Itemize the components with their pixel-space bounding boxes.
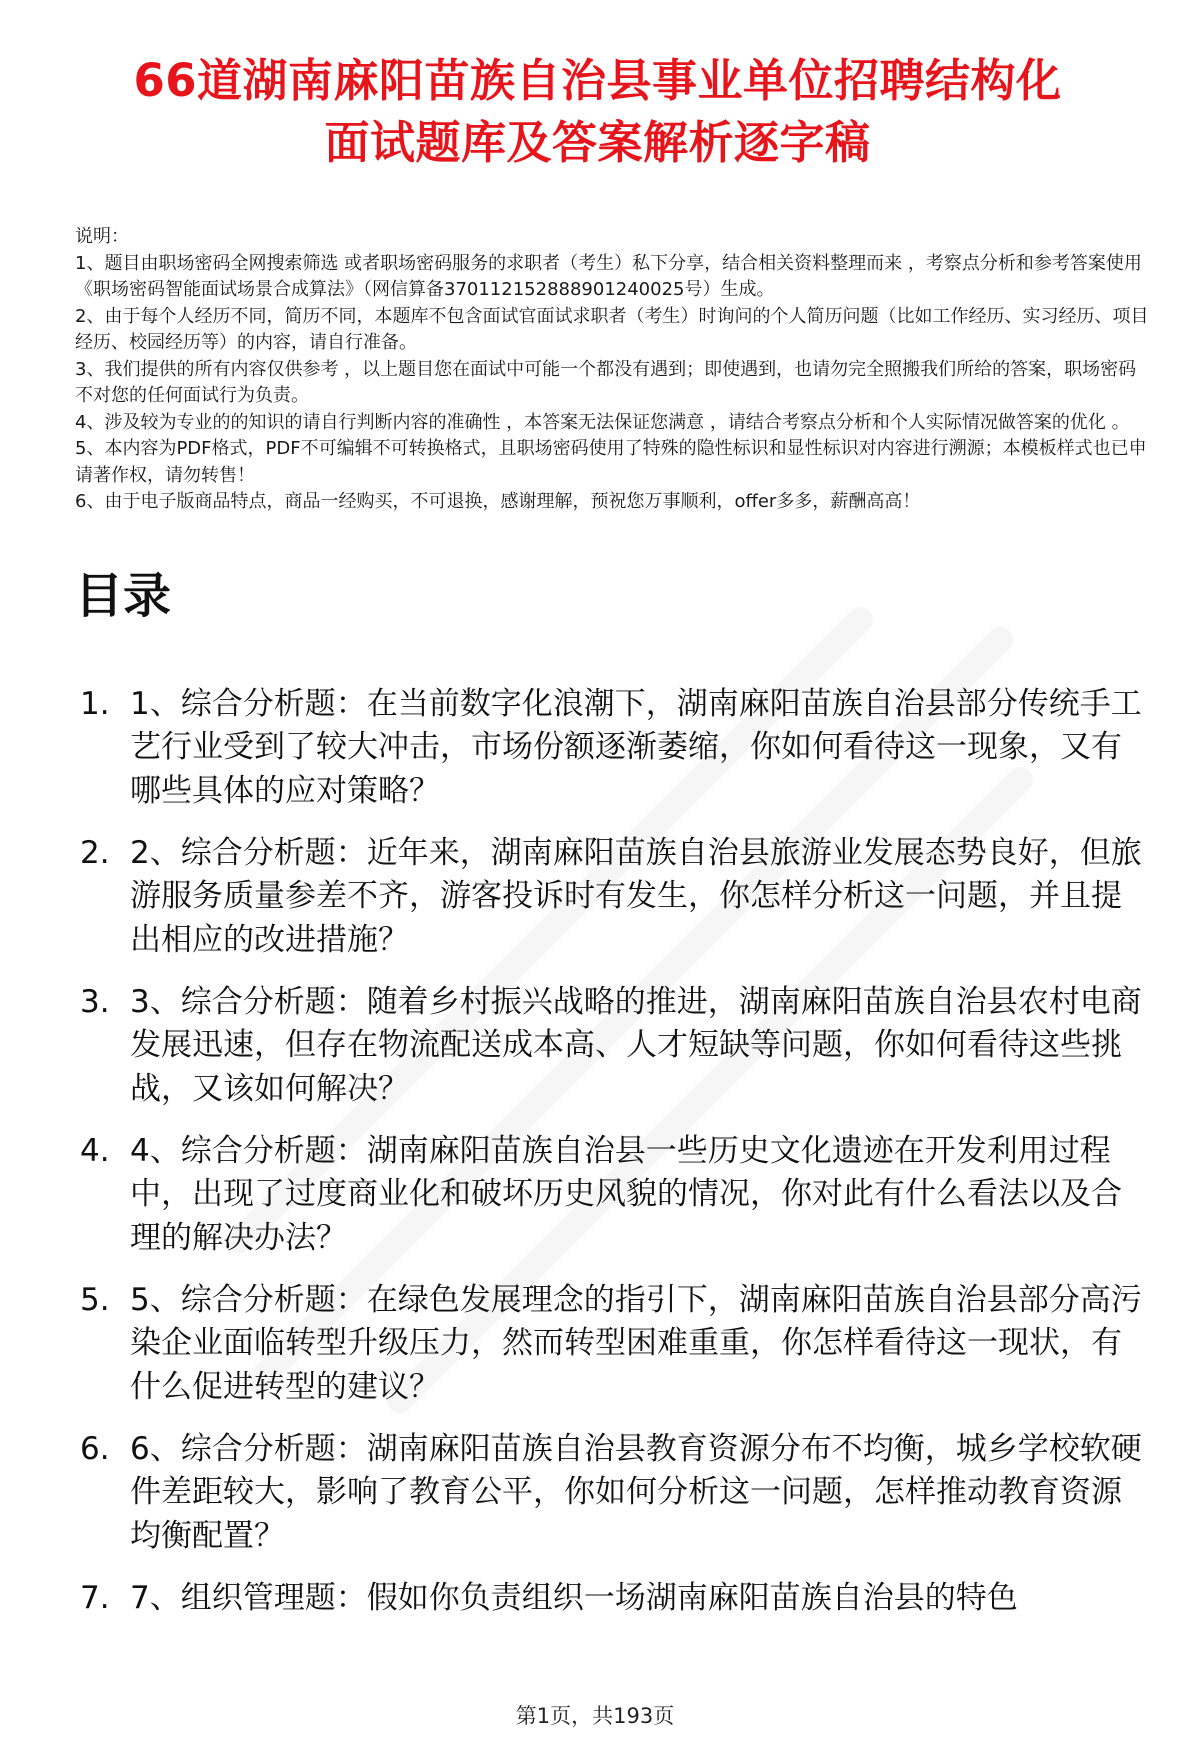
- toc-item[interactable]: [75, 1279, 1150, 1410]
- toc-item-text: 4、综合分析题：湖南麻阳苗族自治县一些历史文化遗迹在开发利用过程中，出现了过度商业化和破坏历史风貌的情况，你对此有什么看法以及合理的解决办法？: [130, 1132, 1122, 1256]
- intro-item: 2、由于每个人经历不同，简历不同，本题库不包含面试官面试求职者（考生）时询问的个人简历问题（比如工作经历、实习经历、项目经历、校园经历等）的内容，请自行准备。: [75, 305, 1149, 353]
- intro-item: 5、本内容为PDF格式，PDF不可编辑不可转换格式，且职场密码使用了特殊的隐性标识和显性标识对内容进行溯源；本模板样式也已申请著作权，请勿转售！: [75, 438, 1147, 486]
- toc-item-number: 4.: [80, 1132, 110, 1169]
- page-number-label: 第1页，共193页: [515, 1704, 675, 1728]
- toc-item[interactable]: [75, 1428, 1150, 1559]
- intro-notes: [75, 224, 1150, 516]
- toc-item-text: 5、综合分析题：在绿色发展理念的指引下，湖南麻阳苗族自治县部分高污染企业面临转型升级压力，然而转型困难重重，你怎样看待这一现状，有什么促进转型的建议？: [130, 1281, 1142, 1405]
- toc-item[interactable]: [75, 832, 1150, 963]
- page-footer: [0, 1700, 1190, 1730]
- toc-item-number: 2.: [80, 834, 110, 871]
- intro-item: 1、题目由职场密码全网搜索筛选 或者职场密码服务的求职者（考生）私下分享，结合相关资料整理而来 ，考察点分析和参考答案使用《职场密码智能面试场景合成算法》（网信算备370112152888901240025号）生成。: [75, 252, 1142, 300]
- toc-item[interactable]: [75, 1577, 1150, 1621]
- toc-item-text: 3、综合分析题：随着乡村振兴战略的推进，湖南麻阳苗族自治县农村电商发展迅速，但存在物流配送成本高、人才短缺等问题，你如何看待这些挑战，又该如何解决？: [130, 983, 1142, 1107]
- toc-heading: 目录: [75, 567, 172, 624]
- intro-item: 3、我们提供的所有内容仅供参考 ，以上题目您在面试中可能一个都没有遇到；即使遇到，也请勿完全照搬我们所给的答案，职场密码不对您的任何面试行为负责。: [75, 358, 1137, 406]
- toc-item-number: 7.: [80, 1579, 110, 1616]
- toc-item-number: 3.: [80, 983, 110, 1020]
- toc-item-text: 1、综合分析题：在当前数字化浪潮下，湖南麻阳苗族自治县部分传统手工艺行业受到了较大冲击，市场份额逐渐萎缩，你如何看待这一现象，又有哪些具体的应对策略？: [130, 685, 1142, 809]
- toc-item-text: 2、综合分析题：近年来，湖南麻阳苗族自治县旅游业发展态势良好，但旅游服务质量参差不齐，游客投诉时有发生，你怎样分析这一问题，并且提出相应的改进措施？: [130, 834, 1142, 958]
- title-line-2: 面试题库及答案解析逐字稿: [324, 116, 871, 169]
- toc-item[interactable]: [75, 1130, 1150, 1261]
- toc-item-number: 5.: [80, 1281, 110, 1318]
- intro-label: 说明：: [75, 226, 129, 247]
- toc-item-text: 6、综合分析题：湖南麻阳苗族自治县教育资源分布不均衡，城乡学校软硬件差距较大，影响了教育公平，你如何分析这一问题，怎样推动教育资源均衡配置？: [130, 1430, 1142, 1554]
- toc-item-text: 7、组织管理题：假如你负责组织一场湖南麻阳苗族自治县的特色: [130, 1579, 1018, 1616]
- intro-item: 4、涉及较为专业的的知识的请自行判断内容的准确性 ，本答案无法保证您满意 ，请结合考察点分析和个人实际情况做答案的优化 。: [75, 411, 1130, 433]
- document-title: [45, 50, 1150, 174]
- title-line-1: 66道湖南麻阳苗族自治县事业单位招聘结构化: [133, 54, 1062, 107]
- intro-item: 6、由于电子版商品特点，商品一经购买，不可退换，感谢理解，预祝您万事顺利，offer多多，薪酬高高！: [75, 491, 921, 512]
- toc-list: [75, 683, 1150, 1621]
- toc-item-number: 1.: [80, 685, 110, 722]
- toc-item-number: 6.: [80, 1430, 110, 1467]
- toc-item[interactable]: [75, 683, 1150, 814]
- toc-item[interactable]: [75, 981, 1150, 1112]
